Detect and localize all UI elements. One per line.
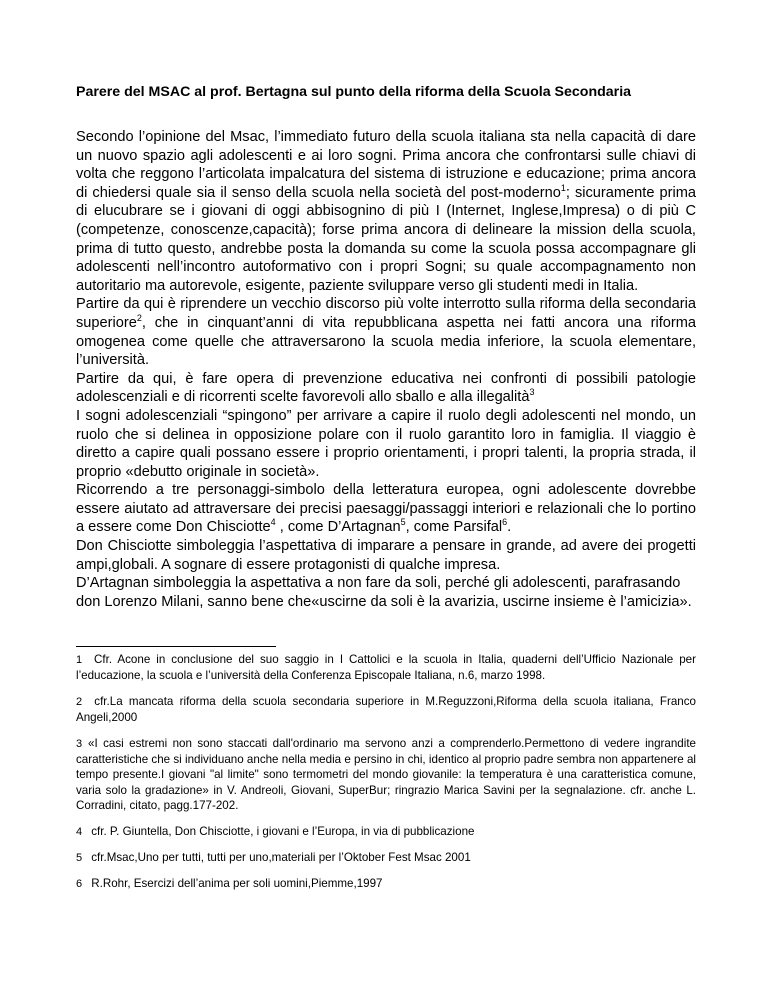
footnote-5 bbox=[76, 850, 696, 866]
paragraph-text: , come D’Artagnan bbox=[275, 519, 401, 536]
document-title: Parere del MSAC al prof. Bertagna sul punto della riforma della Scuola Secondaria bbox=[76, 84, 632, 100]
footnote-text: cfr. P. Giuntella, Don Chisciotte, i giovani e l’Europa, in via di pubblicazione bbox=[91, 824, 475, 838]
footnote-number: 1 bbox=[76, 654, 83, 666]
paragraph-text: Partire da qui, è fare opera di prevenzione educativa nei confronti di possibili patologie adolescenziali e di ricorrenti scelte favorevoli allo sballo e alla illegalità bbox=[76, 370, 696, 406]
footnotes bbox=[76, 652, 696, 903]
paragraph-text: . bbox=[507, 519, 512, 536]
footnote-number: 4 bbox=[76, 825, 83, 838]
paragraph-text: , che in cinquant’anni di vita repubblicana aspetta nei fatti ancora una riforma omogenea come quelle che attraversarono la scuola media inferiore, la scuola elementare, l’università. bbox=[76, 314, 696, 369]
footnote-number: 5 bbox=[76, 852, 83, 865]
paragraph-2 bbox=[76, 295, 696, 369]
footnote-ref-2[interactable]: 2 bbox=[136, 313, 142, 324]
footnote-4 bbox=[76, 824, 696, 840]
footnote-separator bbox=[76, 646, 276, 647]
footnote-number: 6 bbox=[76, 878, 83, 891]
paragraph-text: Secondo l’opinione del Msac, l’immediato futuro della scuola italiana sta nella capacità di dare un nuovo spazio agli adolescenti e ai loro sogni. Prima ancora che confrontarsi sulle chiavi di volta che reggono l’articolata impalcatura del sistema di istruzione e educazione; prima ancora di chiedersi quale sia il senso della scuola nella società del post-moderno bbox=[76, 129, 696, 201]
paragraph-text: Partire da qui è riprendere un vecchio discorso più volte interrotto sulla riforma della secondaria superiore bbox=[76, 296, 696, 331]
document-body bbox=[76, 128, 696, 611]
footnote-ref-1[interactable]: 1 bbox=[560, 182, 566, 193]
footnote-3 bbox=[76, 736, 696, 814]
paragraph-text: Ricorrendo a tre personaggi-simbolo della letteratura europea, ogni adolescente dovrebbe essere aiutato ad attraversare dei precisi paesaggi/passaggi interiori e relazionali che lo portino a essere come Don Chisciotte bbox=[76, 482, 696, 536]
paragraph-text: ; sicuramente prima di elucubrare se i giovani di oggi abbisognino di più I (Internet, Inglese,Impresa) o di più C (competenze, conoscenze,capacità); forse prima ancora di delineare la mission della scuola, prima di tutto questo, andrebbe posta la domanda su come la scuola possa accompagnare gli adolescenti nell’incontro autoformativo con i propri Sogni; su quale accompagnamento non autoritario ma autorevole, esigente, paziente sviluppare verso gli studenti medi in Italia. bbox=[76, 184, 696, 294]
footnote-text: cfr.La mancata riforma della scuola secondaria superiore in M.Reguzzoni,Riforma della scuola italiana, Franco Angeli,2000 bbox=[76, 694, 696, 725]
footnote-number: 3 bbox=[76, 737, 83, 750]
footnote-text: «I casi estremi non sono staccati dall'ordinario ma servono anzi a comprenderlo.Permettono di vedere ingrandite caratteristiche che si individuano anche nella media e persino in chi, identico al proprio padre sembra non appartenere al tempo presente.I giovani "al limite" sono termometri del mondo giovanile: la temperatura è una caratteristica comune, varia solo la gradazione» in V. Andreoli, Giovani, SuperBur; ringrazio Marica Savini per la segnalazione. cfr. anche L. Corradini, citato, pagg.177-202. bbox=[76, 736, 696, 813]
footnote-2 bbox=[76, 694, 696, 726]
footnote-1 bbox=[76, 652, 696, 684]
footnote-ref-3[interactable]: 3 bbox=[529, 387, 535, 398]
footnote-ref-4[interactable]: 4 bbox=[270, 517, 276, 528]
footnote-ref-5[interactable]: 5 bbox=[400, 517, 406, 528]
footnote-text: Cfr. Acone in conclusione del suo saggio in I Cattolici e la scuola in Italia, quaderni dell’Ufficio Nazionale per l’educazione, la scuola e l’università della Conferenza Episcopale Italiana, n.6, marzo 1998. bbox=[76, 653, 696, 683]
footnote-6 bbox=[76, 876, 696, 892]
footnote-number: 2 bbox=[76, 695, 83, 708]
paragraph-7 bbox=[76, 574, 696, 611]
footnote-ref-6[interactable]: 6 bbox=[502, 517, 508, 528]
paragraph-text: Don Chisciotte simboleggia l’aspettativa di imparare a pensare in grande, ad avere dei progetti ampi,globali. A sognare di essere protagonisti di qualche impresa. bbox=[76, 538, 696, 573]
footnote-text: R.Rohr, Esercizi dell’anima per soli uomini,Piemme,1997 bbox=[91, 877, 383, 891]
paragraph-3 bbox=[76, 370, 696, 407]
paragraph-6 bbox=[76, 537, 696, 574]
paragraph-text: I sogni adolescenziali “spingono” per arrivare a capire il ruolo degli adolescenti nel mondo, un ruolo che si delinea in opposizione polare con il ruolo garantito loro in famiglia. Il viaggio è diretto a capire quali possano essere i proprio orientamenti, i propri talenti, la propria strada, il proprio «debutto originale in società». bbox=[76, 407, 696, 480]
footnote-text: cfr.Msac,Uno per tutti, tutti per uno,materiali per l’Oktober Fest Msac 2001 bbox=[91, 851, 471, 865]
paragraph-text: D’Artagnan simboleggia la aspettativa a non fare da soli, perché gli adolescenti, parafrasando don Lorenzo Milani, sanno bene che«uscirne da soli è la avarizia, uscirne insieme è l’amicizia». bbox=[76, 575, 692, 610]
paragraph-1 bbox=[76, 128, 696, 295]
paragraph-text: , come Parsifal bbox=[405, 519, 503, 536]
paragraph-5 bbox=[76, 481, 696, 537]
paragraph-4 bbox=[76, 407, 696, 481]
